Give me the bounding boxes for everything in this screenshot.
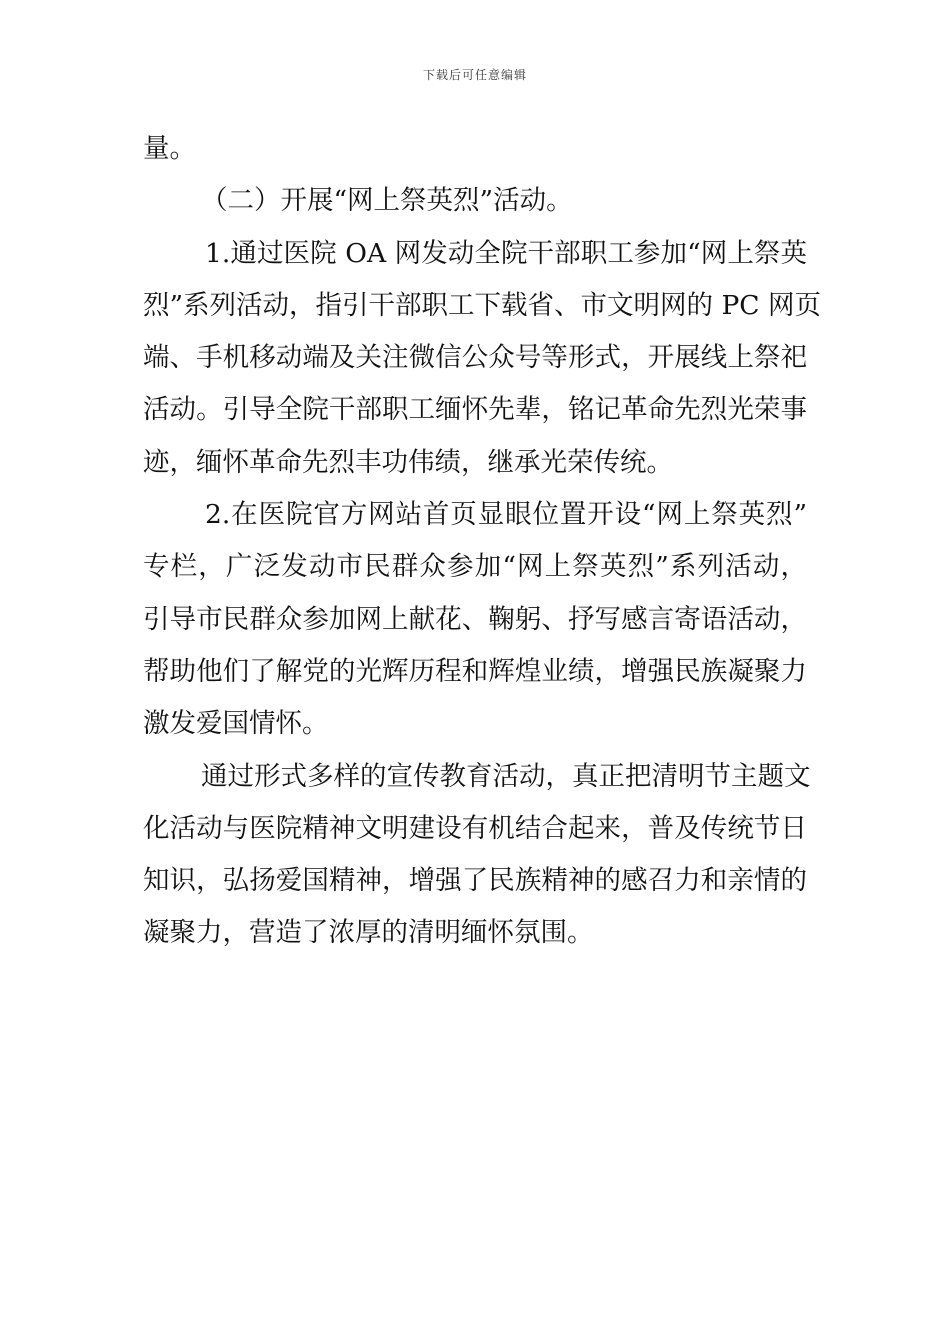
text-line: 2.在医院官方网站首页显眼位置开设“网上祭英烈” — [205, 499, 807, 531]
text-line: 活动。引导全院干部职工缅怀先辈，铭记革命先烈光荣事 — [143, 394, 807, 426]
text-line: 迹，缅怀革命先烈丰功伟绩，继承光荣传统。 — [143, 446, 673, 478]
text-line: 知识，弘扬爱国精神，增强了民族精神的感召力和亲情的 — [143, 865, 807, 897]
text-line: 专栏，广泛发动市民群众参加“网上祭英烈”系列活动， — [143, 551, 807, 583]
document-body — [143, 123, 822, 960]
text-line: 端、手机移动端及关注微信公众号等形式，开展线上祭祀 — [143, 342, 807, 374]
text-line: 化活动与医院精神文明建设有机结合起来，普及传统节日 — [143, 812, 807, 844]
text-line: 引导市民群众参加网上献花、鞠躬、抒写感言寄语活动， — [143, 603, 807, 635]
page-header: 下载后可任意编辑 — [422, 68, 527, 82]
text-line: 量。 — [143, 133, 196, 164]
text-line: 激发爱国情怀。 — [143, 708, 329, 740]
text-line: 通过形式多样的宣传教育活动，真正把清明节主题文 — [201, 760, 811, 792]
text-line: 凝聚力，营造了浓厚的清明缅怀氛围。 — [143, 917, 594, 949]
text-line: 1.通过医院 OA 网发动全院干部职工参加“网上祭英 — [205, 237, 807, 269]
section-heading: （二）开展“网上祭英烈”活动。 — [201, 185, 573, 217]
text-line: 烈”系列活动，指引干部职工下载省、市文明网的 PC 网页 — [143, 289, 822, 321]
text-line: 帮助他们了解党的光辉历程和辉煌业绩，增强民族凝聚力 — [143, 655, 807, 687]
